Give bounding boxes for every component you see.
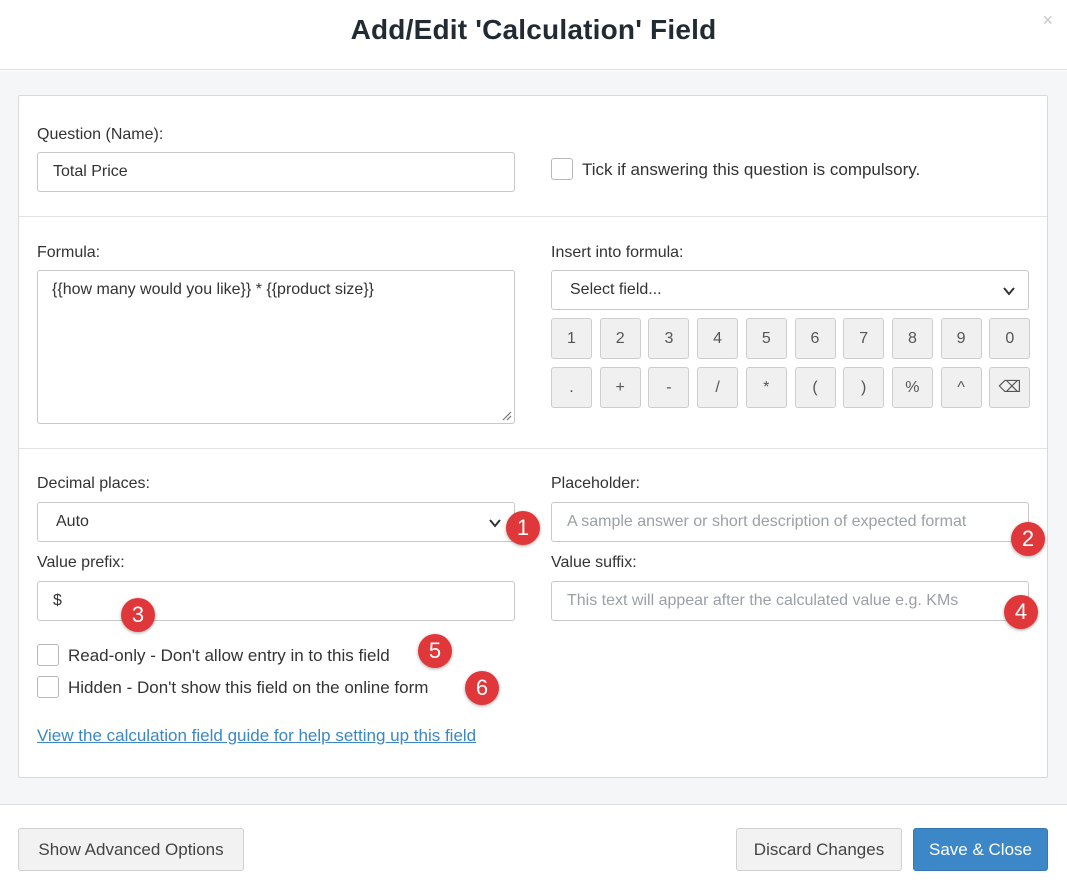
divider xyxy=(19,448,1047,449)
close-icon[interactable]: × xyxy=(1042,10,1053,30)
value-prefix-input[interactable]: $ xyxy=(37,581,515,621)
chevron-down-icon xyxy=(488,516,502,530)
formula-key[interactable]: . xyxy=(551,367,592,408)
question-name-input[interactable]: Total Price xyxy=(37,152,515,192)
dialog-footer xyxy=(0,804,1067,894)
formula-key[interactable]: - xyxy=(648,367,689,408)
hidden-checkbox[interactable] xyxy=(37,676,59,698)
insert-formula-label: Insert into formula: xyxy=(551,244,684,261)
formula-key[interactable]: 3 xyxy=(648,318,689,359)
readonly-checkbox[interactable] xyxy=(37,644,59,666)
dialog-header xyxy=(0,0,1067,70)
discard-changes-button[interactable]: Discard Changes xyxy=(736,828,902,871)
chevron-down-icon xyxy=(1002,284,1016,298)
formula-key[interactable]: 2 xyxy=(600,318,641,359)
formula-key[interactable]: ( xyxy=(795,367,836,408)
annotation-badge-5: 5 xyxy=(418,634,452,668)
placeholder-label: Placeholder: xyxy=(551,475,640,492)
decimal-places-select[interactable] xyxy=(37,502,515,542)
hidden-label: Hidden - Don't show this field on the online form xyxy=(68,678,429,697)
value-prefix-label: Value prefix: xyxy=(37,554,125,571)
formula-key[interactable]: 8 xyxy=(892,318,933,359)
backspace-key[interactable]: ⌫ xyxy=(989,367,1030,408)
formula-key[interactable]: ) xyxy=(843,367,884,408)
annotation-badge-4: 4 xyxy=(1004,595,1038,629)
annotation-badge-1: 1 xyxy=(506,511,540,545)
divider xyxy=(19,216,1047,217)
value-suffix-label: Value suffix: xyxy=(551,554,637,571)
value-suffix-input[interactable]: This text will appear after the calculated value e.g. KMs xyxy=(551,581,1029,621)
formula-key[interactable]: 5 xyxy=(746,318,787,359)
formula-key[interactable]: 4 xyxy=(697,318,738,359)
insert-field-value: Select field... xyxy=(570,281,662,298)
question-label: Question (Name): xyxy=(37,126,164,143)
form-card xyxy=(18,95,1048,778)
compulsory-checkbox[interactable] xyxy=(551,158,573,180)
formula-key[interactable]: ^ xyxy=(941,367,982,408)
readonly-label: Read-only - Don't allow entry in to this field xyxy=(68,646,390,665)
formula-key[interactable]: * xyxy=(746,367,787,408)
resize-grip-icon[interactable] xyxy=(500,409,512,421)
formula-key[interactable]: 1 xyxy=(551,318,592,359)
formula-key[interactable]: 0 xyxy=(989,318,1030,359)
formula-key[interactable]: 7 xyxy=(843,318,884,359)
formula-key[interactable]: / xyxy=(697,367,738,408)
calculation-guide-link[interactable]: View the calculation field guide for help setting up this field xyxy=(37,726,477,745)
show-advanced-options-button[interactable]: Show Advanced Options xyxy=(18,828,244,871)
formula-text: {{how many would you like}} * {{product size}} xyxy=(52,281,374,298)
formula-key[interactable]: 9 xyxy=(941,318,982,359)
formula-key[interactable]: % xyxy=(892,367,933,408)
placeholder-input[interactable]: A sample answer or short description of expected format xyxy=(551,502,1029,542)
formula-key[interactable]: + xyxy=(600,367,641,408)
dialog-title: Add/Edit 'Calculation' Field xyxy=(350,14,717,45)
formula-key[interactable]: 6 xyxy=(795,318,836,359)
formula-label: Formula: xyxy=(37,244,101,261)
decimal-places-value: Auto xyxy=(56,513,89,530)
save-close-button[interactable]: Save & Close xyxy=(913,828,1048,871)
compulsory-label: Tick if answering this question is compulsory. xyxy=(582,160,921,179)
annotation-badge-3: 3 xyxy=(121,598,155,632)
formula-textarea[interactable] xyxy=(37,270,515,424)
decimal-places-label: Decimal places: xyxy=(37,475,150,492)
annotation-badge-6: 6 xyxy=(465,671,499,705)
annotation-badge-2: 2 xyxy=(1011,522,1045,556)
insert-field-select[interactable] xyxy=(551,270,1029,310)
